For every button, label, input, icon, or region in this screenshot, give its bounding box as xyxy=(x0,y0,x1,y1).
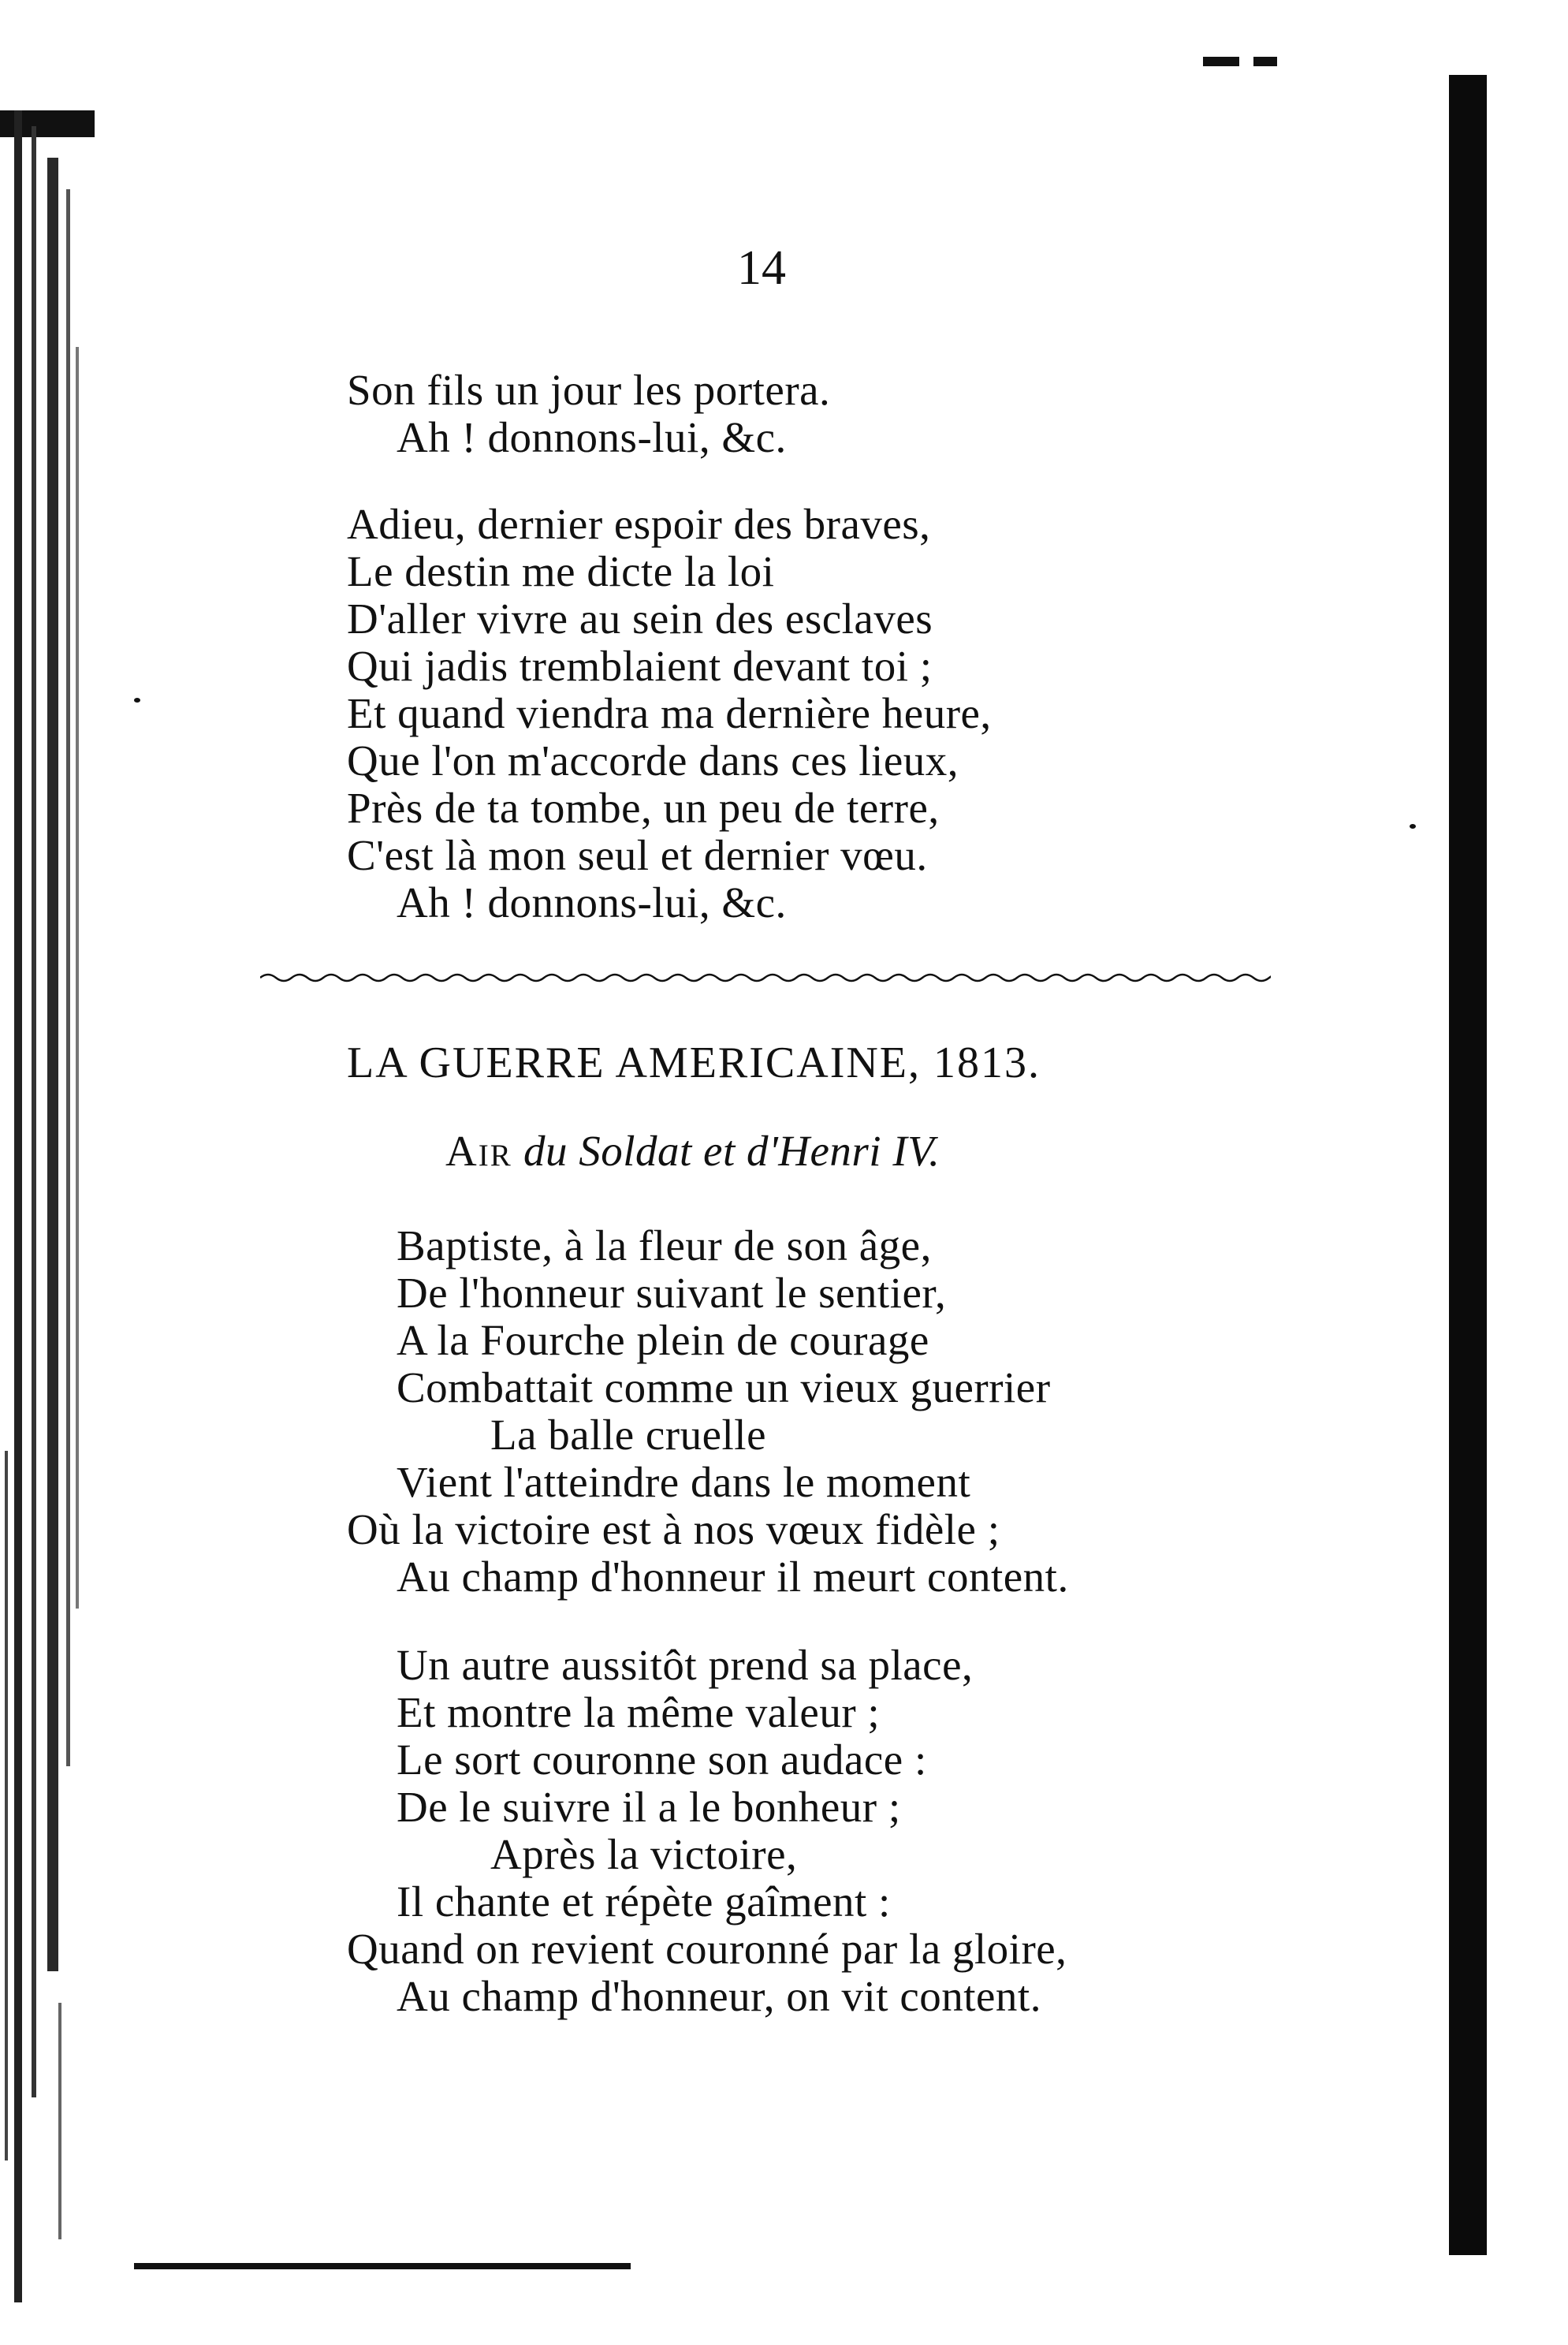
scan-speck xyxy=(1410,824,1416,829)
wavy-divider xyxy=(260,971,1271,984)
verse-line: Où la victoire est à nos vœux fidèle ; xyxy=(347,1505,1000,1553)
air-label: Air xyxy=(445,1127,512,1175)
verse-line: Près de ta tombe, un peu de terre, xyxy=(347,784,940,832)
verse-line: Ah ! donnons-lui, &c. xyxy=(397,878,787,926)
verse-line: Ah ! donnons-lui, &c. xyxy=(397,413,787,461)
verse-line: Et quand viendra ma dernière heure, xyxy=(347,689,992,737)
verse-line: De l'honneur suivant le sentier, xyxy=(397,1269,947,1317)
verse-line: Vient l'atteindre dans le moment xyxy=(397,1458,971,1506)
scanned-page-edge xyxy=(0,110,95,2302)
scan-speck xyxy=(134,698,140,703)
verse-line: Son fils un jour les portera. xyxy=(347,366,831,414)
verse-line: Que l'on m'accorde dans ces lieux, xyxy=(347,736,959,785)
verse-line: La balle cruelle xyxy=(490,1411,767,1459)
verse-line: Le sort couronne son audace : xyxy=(397,1735,927,1784)
verse-line: A la Fourche plein de courage xyxy=(397,1316,929,1364)
verse-line: De le suivre il a le bonheur ; xyxy=(397,1783,901,1831)
scan-mark xyxy=(1203,57,1239,66)
verse-line: Baptiste, à la fleur de son âge, xyxy=(397,1221,932,1269)
verse-line: Il chante et répète gaîment : xyxy=(397,1877,891,1926)
verse-line: Après la victoire, xyxy=(490,1830,798,1878)
page-number: 14 xyxy=(737,241,786,295)
song-air xyxy=(445,1128,940,1175)
air-name: du Soldat et d'Henri IV. xyxy=(523,1127,940,1175)
verse-line: Qui jadis tremblaient devant toi ; xyxy=(347,642,933,690)
scanned-page-shadow xyxy=(1449,75,1487,2255)
verse-line: Quand on revient couronné par la gloire, xyxy=(347,1925,1067,1973)
verse-line: C'est là mon seul et dernier vœu. xyxy=(347,831,928,879)
scan-mark xyxy=(1253,57,1277,66)
scan-bottom-rule xyxy=(134,2263,631,2269)
verse-line: Au champ d'honneur, on vit content. xyxy=(397,1972,1041,2020)
verse-line: Adieu, dernier espoir des braves, xyxy=(347,500,931,548)
verse-line: Et montre la même valeur ; xyxy=(397,1688,881,1736)
verse-line: D'aller vivre au sein des esclaves xyxy=(347,595,933,643)
verse-line: Le destin me dicte la loi xyxy=(347,547,775,595)
verse-line: Combattait comme un vieux guerrier xyxy=(397,1363,1051,1411)
verse-line: Au champ d'honneur il meurt content. xyxy=(397,1553,1069,1601)
verse-line: Un autre aussitôt prend sa place, xyxy=(397,1641,974,1689)
song-title: LA GUERRE AMERICAINE, 1813. xyxy=(347,1038,1041,1087)
